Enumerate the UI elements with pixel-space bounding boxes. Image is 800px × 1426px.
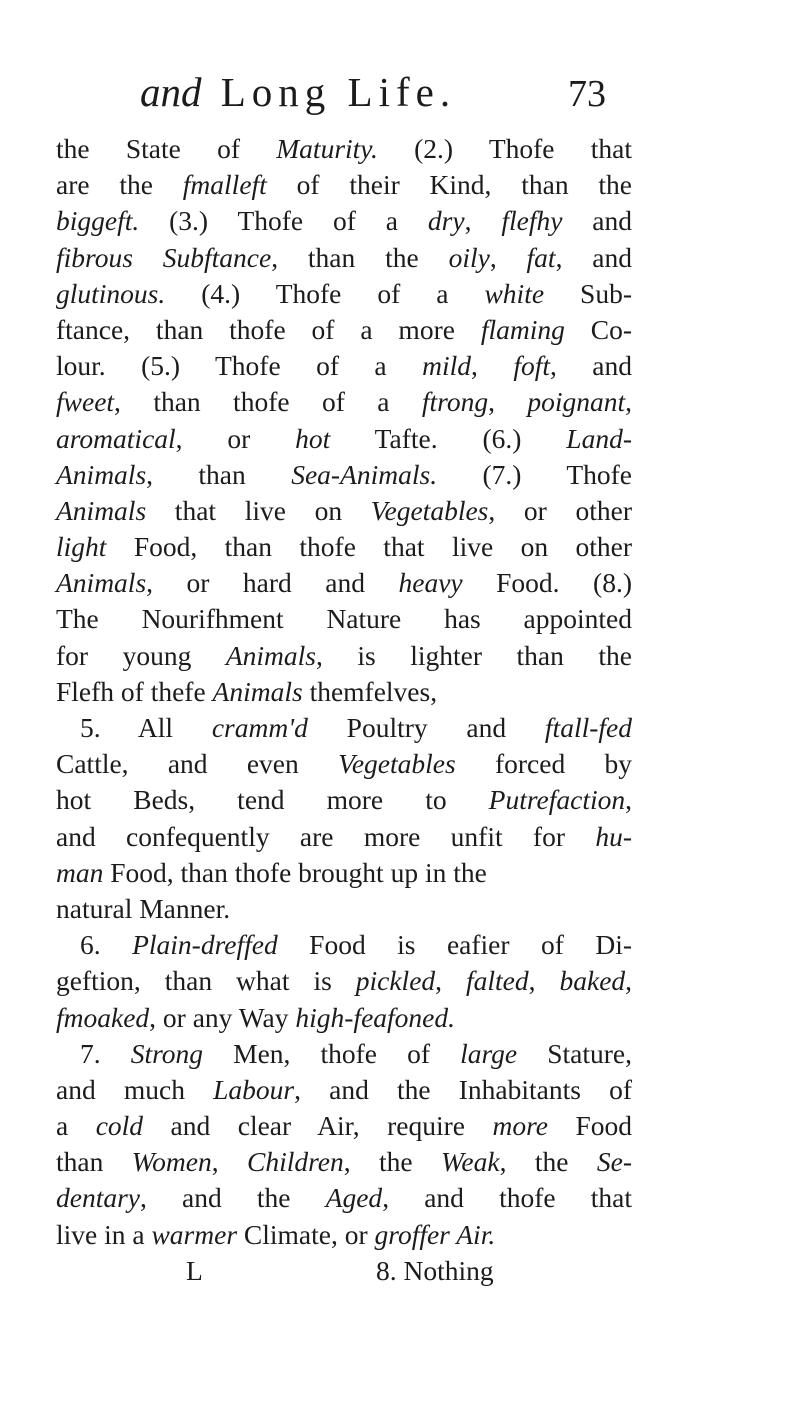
text-run: themfelves, [302,675,438,707]
italic-run: Plain-dreffed [132,929,278,961]
italic-run: Labour [213,1073,295,1105]
text-line [56,601,632,637]
text-line [56,240,632,276]
text-run: forced by [455,748,632,780]
italic-run: Animals [212,675,303,707]
text-line [56,638,632,674]
text-run: the State of [56,133,277,164]
italic-run: dry [427,205,465,237]
text-run: , [625,784,632,816]
text-run: Food is eafier of Di- [277,929,632,961]
italic-run: Weak [441,1146,500,1178]
text-run: and clear Air, require [143,1110,493,1142]
text-line [56,384,632,420]
text-run: , or hard and [146,567,399,599]
text-run: , than [146,458,292,490]
text-run: Flefh of thefe [56,675,213,707]
italic-run: Vegetables [338,748,456,780]
italic-run: ftrong [421,386,489,418]
text-run: , [489,241,527,273]
text-line [56,891,632,927]
text-run: , [470,350,514,382]
text-run: Tafte. (6.) [330,422,567,454]
text-run: of their Kind, than the [266,169,632,201]
italic-run: Strong [130,1037,204,1069]
text-line [56,963,632,999]
text-run: , [488,386,528,418]
italic-run: Animals [56,567,147,599]
text-line [56,167,632,203]
italic-run: Land- [566,422,632,454]
italic-run: baked [559,965,626,997]
text-line [56,1217,632,1253]
text-run: Men, thofe of [203,1037,461,1069]
text-run: Cattle, and even [56,748,339,780]
italic-run: light [56,531,107,563]
italic-run: fweet [56,386,115,418]
italic-run: Animals [225,639,316,671]
text-line [56,203,632,239]
text-run: Sub- [544,277,633,309]
italic-run: fmoaked [56,1001,150,1033]
text-line [56,457,632,493]
italic-run: man [56,856,104,888]
italic-run: cramm'd [211,712,308,743]
italic-run: Vegetables [370,494,489,526]
running-head-title: Long Life. [220,69,457,115]
text-run: , [211,1146,247,1178]
italic-run: Aged [325,1182,383,1214]
italic-run: Women [131,1146,212,1178]
italic-run: hot [295,422,331,454]
text-run: ftance, than thofe of a more [56,313,481,345]
italic-run: fmalleft [182,169,267,201]
text-run: Food [547,1110,632,1142]
text-line [56,819,632,855]
text-run: (2.) Thofe that [377,133,632,164]
italic-run: groffer Air. [374,1218,496,1250]
text-line [56,529,632,565]
text-run: , [528,965,560,997]
text-run: , or any Way [149,1001,296,1033]
text-run: Climate, or [237,1218,375,1250]
text-line [56,674,632,710]
text-run: , [625,965,633,997]
text-run: , than the [271,241,449,273]
body-text [56,131,632,1289]
italic-run: Maturity. [276,133,378,164]
text-run: live in a [56,1218,152,1250]
text-line [56,312,632,348]
italic-run: dentary [56,1182,141,1214]
text-line [56,855,632,891]
italic-run: hu- [595,820,632,852]
italic-run: warmer [151,1218,238,1250]
italic-run: foft [513,350,550,382]
text-line [56,565,632,601]
text-run: and much [56,1073,214,1105]
italic-run: high-feafoned. [295,1001,455,1033]
text-line [56,1072,632,1108]
italic-run: glutinous. [56,277,166,309]
text-run: , is lighter than the [315,639,632,671]
text-run: Co- [564,313,632,345]
signature-mark: L [186,1254,203,1286]
text-run: lour. (5.) Thofe of a [56,350,423,382]
text-line [56,421,632,457]
text-run: , the [499,1146,597,1178]
text-line [56,348,632,384]
italic-run: flefhy [501,205,563,237]
italic-run: heavy [398,567,463,599]
text-run: (3.) Thofe of a [139,205,428,237]
text-run: Food, than thofe brought up in the [103,856,487,888]
text-run: , and the Inhabitants of [294,1073,632,1105]
text-run: , or other [488,494,632,526]
italic-run: cold [95,1110,144,1142]
italic-run: biggeft. [56,205,140,237]
text-run: Stature, [517,1037,632,1069]
italic-run: flaming [480,313,565,345]
italic-run: Children [246,1146,344,1178]
catchword: 8. Nothing [376,1254,494,1286]
italic-run: Animals [56,458,147,490]
text-run: The Nourifhment Nature has appointed [56,603,632,635]
text-run: , and the [140,1182,326,1214]
italic-run: mild [422,350,471,382]
text-run: that live on [146,494,371,526]
italic-run: fibrous Subftance [56,241,272,273]
text-line [56,746,632,782]
italic-run: Se- [596,1146,632,1178]
text-run: than [56,1146,132,1178]
italic-run: falted [466,965,529,997]
text-run: , [625,386,633,418]
text-run: and confequently are more unfit for [56,820,596,852]
text-run: 5. All [80,712,212,743]
italic-run: ftall-fed [544,712,632,743]
text-line [56,1144,632,1180]
text-line [56,276,632,312]
text-run: , [464,205,502,237]
italic-run: Animals [56,494,147,526]
italic-run: fat [526,241,556,273]
italic-run: oily [448,241,490,273]
text-line [56,131,632,167]
text-run: (4.) Thofe of a [165,277,485,309]
text-line [56,1000,632,1036]
text-run: hot Beds, tend more to [56,784,489,816]
footer-line [56,1253,632,1289]
text-run: for young [56,639,226,671]
text-run: and [562,205,633,237]
text-run: 6. [80,929,133,961]
italic-run: pickled [355,965,436,997]
running-header [140,68,680,116]
text-run: , [435,965,466,997]
text-run: geftion, than what is [56,965,356,997]
text-line [56,782,632,818]
text-line [56,1108,632,1144]
italic-run: large [460,1037,518,1069]
text-run: , and [549,350,633,382]
text-run: , or [175,422,296,454]
italic-run: Putrefaction [488,784,626,816]
italic-run: more [492,1110,548,1142]
text-run: are the [56,169,183,201]
text-run: a [56,1110,96,1142]
text-run: (7.) Thofe [437,458,632,490]
text-run: Food, than thofe that live on other [106,531,632,563]
text-line [56,493,632,529]
text-run: , and [555,241,632,273]
text-run: Food. (8.) [462,567,632,599]
text-run: , than thofe of a [114,386,422,418]
text-line [56,927,632,963]
page-number: 73 [568,73,606,115]
text-run: Poultry and [307,712,545,743]
text-line [56,1180,632,1216]
text-run: natural Manner. [56,892,231,924]
italic-run: white [484,277,545,309]
text-run: 7. [80,1037,131,1069]
running-head-and: and [140,69,202,115]
italic-run: aromatical [56,422,176,454]
italic-run: poignant [527,386,626,418]
text-run: , and thofe that [382,1182,632,1214]
italic-run: Sea-Animals. [291,458,438,490]
text-line [56,710,632,746]
text-line [56,1036,632,1072]
text-run: , the [343,1146,442,1178]
